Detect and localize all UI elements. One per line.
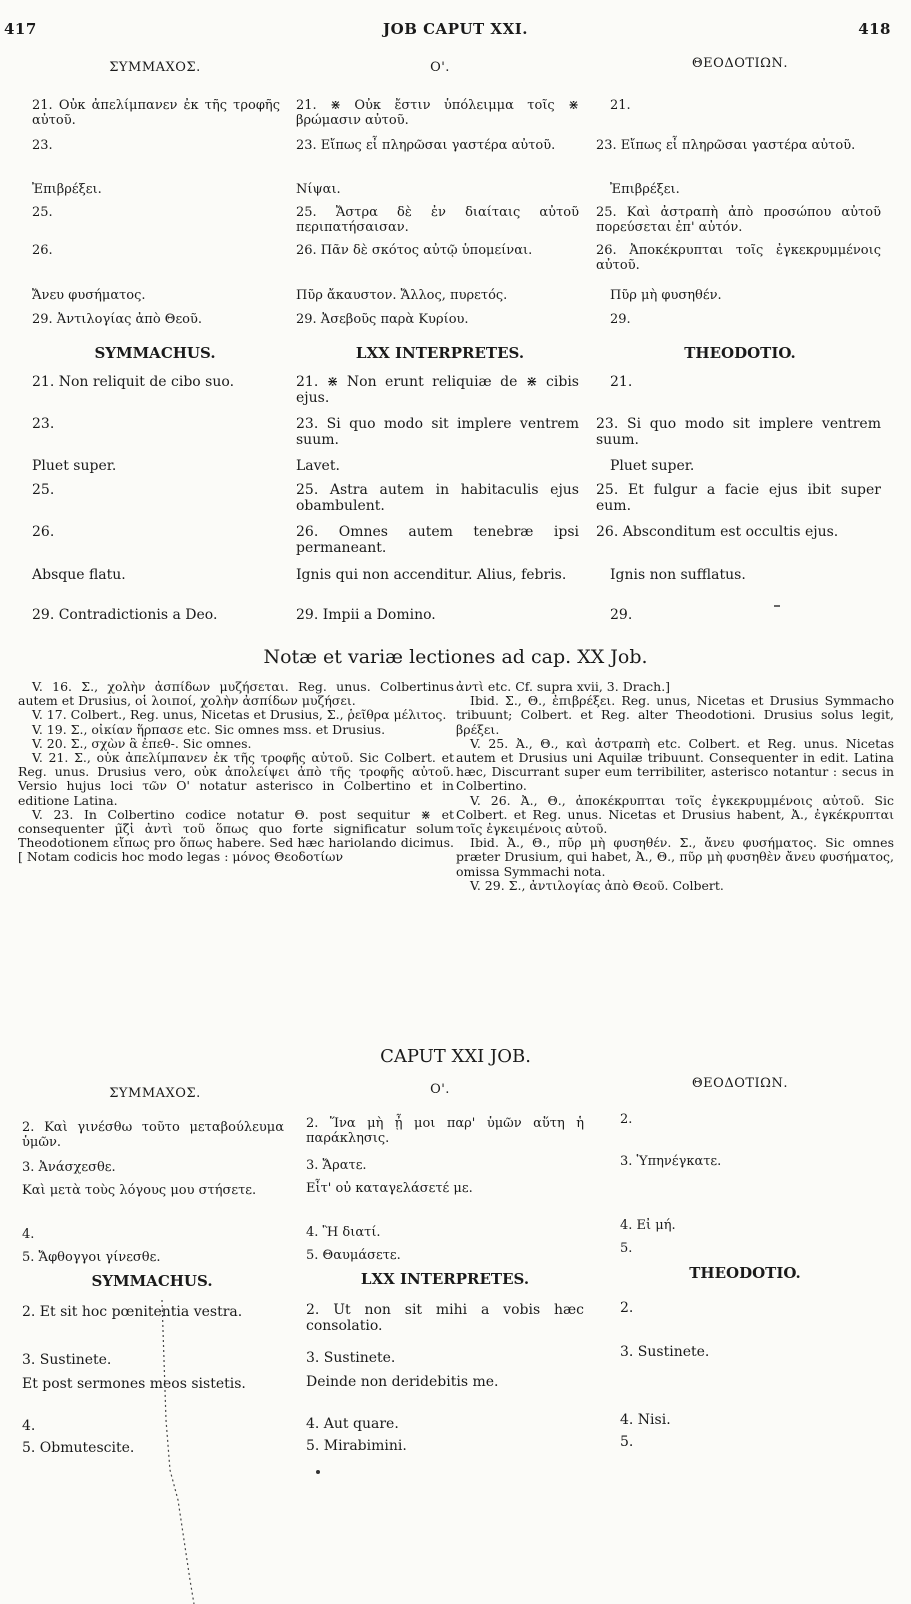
table-cell: Ἐπιβρέξει. bbox=[32, 182, 102, 197]
table-cell: Πῦρ ἄκαυστον. Ἄλλος, πυρετός. bbox=[296, 288, 508, 303]
table-cell: 23. Εἴπως εἶ πληρῶσαι γαστέρα αὐτοῦ. bbox=[596, 138, 856, 153]
page-number-right: 418 bbox=[858, 20, 891, 38]
table-cell: 5. Ἄφθογγοι γίνεσθε. bbox=[22, 1250, 161, 1265]
table-cell: 5. bbox=[620, 1241, 633, 1256]
table-cell: 3. Ἄρατε. bbox=[306, 1158, 367, 1173]
table-cell: 2. Καὶ γινέσθω τοῦτο μεταβούλευμα ὑμῶν. bbox=[22, 1120, 284, 1150]
table-cell: 29. Ἀσεβοῦς παρὰ Κυρίου. bbox=[296, 312, 469, 327]
notes-left-column bbox=[18, 680, 454, 865]
table-cell: 23. Εἴπως εἶ πληρῶσαι γαστέρα αὐτοῦ. bbox=[296, 138, 556, 153]
note-paragraph: V. 23. In Colbertino codice notatur Θ. post sequitur ⋇ et consequenter μ̃ζ̃ἰ ἀντὶ τοῦ ὅπως quo forte significatur solum Theodotionem εἴπως pro ὅπως habere. Sed hæc hariolando dicimus. [ Notam codicis hoc modo legas : μόνος Θεοδοτίων bbox=[18, 806, 454, 865]
table-cell: 26. Ἀποκέκρυπται τοῖς ἐγκεκρυμμένοις αὐτοῦ. bbox=[596, 243, 881, 273]
table-cell: Ignis qui non accenditur. Alius, febris. bbox=[296, 567, 567, 583]
column-head-symmachus-latin: SYMMACHUS. bbox=[94, 344, 216, 362]
table-cell: 29. Ἀντιλογίας ἀπὸ Θεοῦ. bbox=[32, 312, 203, 327]
table-cell: 5. Θαυμάσετε. bbox=[306, 1248, 401, 1263]
note-paragraph: V. 17. Colbert., Reg. unus, Nicetas et Drusius, Σ., ῥεῖθρα μέλιτος. bbox=[32, 707, 447, 723]
notes-title: Notæ et variæ lectiones ad cap. XX Job. bbox=[263, 646, 648, 668]
table-cell: 25. Ἄστρα δὲ ἐν διαίταις αὐτοῦ περιπατήσαισαν. bbox=[296, 205, 579, 235]
table-cell: 4. bbox=[22, 1418, 36, 1434]
table-cell: Pluet super. bbox=[32, 458, 117, 474]
table-cell: 4. Ἢ διατί. bbox=[306, 1225, 381, 1240]
table-cell: Νίψαι. bbox=[296, 182, 341, 197]
table-cell: Absque flatu. bbox=[32, 567, 126, 583]
column-head-lxx-greek: Ο'. bbox=[430, 1082, 450, 1097]
table-cell: 4. Aut quare. bbox=[306, 1416, 399, 1432]
note-paragraph: V. 25. Ἀ., Θ., καὶ ἀστραπὴ etc. Colbert. et Reg. unus. Nicetas autem et Drusius uni Aquilæ tribuunt. Consequenter in edit. Latina hæc, Discurrant super eum terribiliter, asterisco notantur : secus in Colbertino. bbox=[456, 735, 894, 794]
table-cell: Ignis non sufflatus. bbox=[610, 567, 746, 583]
table-cell: Εἶτ' οὐ καταγελάσετέ με. bbox=[306, 1181, 473, 1196]
table-cell: Deinde non deridebitis me. bbox=[306, 1374, 499, 1390]
table-cell: 23. Si quo modo sit implere ventrem suum. bbox=[296, 416, 579, 448]
table-cell: Πῦρ μὴ φυσηθέν. bbox=[610, 288, 722, 303]
scan-artifact-line bbox=[150, 1300, 210, 1604]
note-paragraph: V. 26. Ἀ., Θ., ἀποκέκρυπται τοῖς ἐγκεκρυμμένοις αὐτοῦ. Sic Colbert. et Reg. unus. Nicetas et Drusius habent, Ἀ., ἐγκέκρυπται τοῖς ἐγκειμένοις αὐτοῦ. bbox=[456, 792, 894, 837]
table-cell: 21. ⋇ Οὐκ ἔστιν ὑπόλειμμα τοῖς ⋇ βρώμασιν αὐτοῦ. bbox=[296, 98, 579, 128]
section-title: CAPUT XXI JOB. bbox=[380, 1046, 531, 1067]
table-cell: 26. Omnes autem tenebræ ipsi permaneant. bbox=[296, 524, 579, 556]
note-paragraph: Ibid. Ἀ., Θ., πῦρ μὴ φυσηθέν. Σ., ἄνευ φυσήματος. Sic omnes præter Drusium, qui habet, Ἀ., Θ., πῦρ μὴ φυσηθὲν ἄνευ φυσήματος, omissa Symmachi nota. bbox=[456, 835, 894, 879]
table-cell: 21. ⋇ Non erunt reliquiæ de ⋇ cibis ejus. bbox=[296, 374, 579, 406]
notes-right-column bbox=[456, 680, 894, 893]
table-cell: 2. bbox=[620, 1300, 634, 1316]
table-cell: 3. Ἀνάσχεσθε. bbox=[22, 1160, 116, 1175]
table-cell: 21. bbox=[610, 374, 633, 390]
table-cell: Pluet super. bbox=[610, 458, 695, 474]
table-cell: 3. Sustinete. bbox=[620, 1344, 710, 1360]
note-paragraph: V. 21. Σ., οὐκ ἀπελίμπανεν ἐκ τῆς τροφῆς αὐτοῦ. Sic Colbert. et Reg. unus. Drusius vero, οὐκ ἀπολείψει ἀπὸ τῆς τροφῆς αὐτοῦ. Versio hujus loci τῶν Ο' notatur asterisco in Colbertino et in editione Latina. bbox=[18, 750, 454, 808]
table-cell: 4. bbox=[22, 1227, 35, 1242]
table-cell: 5. Mirabimini. bbox=[306, 1438, 407, 1454]
table-cell: Ἐπιβρέξει. bbox=[610, 182, 680, 197]
column-head-lxx-greek: Ο'. bbox=[430, 60, 450, 75]
column-head-symmachus-greek: ΣΥΜΜΑΧΟΣ. bbox=[109, 1086, 201, 1101]
table-cell: Lavet. bbox=[296, 458, 340, 474]
table-cell: 5. Obmutescite. bbox=[22, 1440, 135, 1456]
table-cell: 26. bbox=[32, 243, 53, 258]
column-head-theodotio-latin: THEODOTIO. bbox=[689, 1264, 801, 1282]
table-cell: 25. Astra autem in habitaculis ejus obambulent. bbox=[296, 482, 579, 514]
table-cell: 4. Nisi. bbox=[620, 1412, 671, 1428]
table-cell: 26. Absconditum est occultis ejus. bbox=[596, 524, 839, 540]
table-cell: 25. Et fulgur a facie ejus ibit super eum. bbox=[596, 482, 881, 514]
table-cell: 3. Sustinete. bbox=[22, 1352, 112, 1368]
column-head-theodotio-latin: THEODOTIO. bbox=[684, 344, 796, 362]
table-cell: 25. Καὶ ἀστραπὴ ἀπὸ προσώπου αὐτοῦ πορεύσεται ἐπ' αὐτόν. bbox=[596, 205, 881, 235]
table-cell: 23. bbox=[32, 416, 55, 432]
table-cell: 25. bbox=[32, 482, 55, 498]
running-title: JOB CAPUT XXI. bbox=[383, 20, 528, 38]
table-cell: 2. Ἵνα μὴ ᾖ μοι παρ' ὑμῶν αὕτη ἡ παράκλησις. bbox=[306, 1116, 584, 1146]
table-cell: 21. bbox=[610, 98, 631, 113]
table-cell: 23. Si quo modo sit implere ventrem suum. bbox=[596, 416, 881, 448]
table-cell: 2. bbox=[620, 1112, 633, 1127]
table-cell: 25. bbox=[32, 205, 53, 220]
table-cell: 29. Impii a Domino. bbox=[296, 607, 436, 623]
note-paragraph: V. 20. Σ., σχὼν ἃ ἐπεθ-. Sic omnes. bbox=[32, 735, 252, 751]
column-head-lxx-latin: LXX INTERPRETES. bbox=[355, 344, 525, 362]
table-cell: 29. Contradictionis a Deo. bbox=[32, 607, 218, 623]
note-paragraph: Ibid. Σ., Θ., ἐπιβρέξει. Reg. unus, Nicetas et Drusius Symmacho tribuunt; Colbert. et Reg. alter Theodotioni. Drusius solus legit, βρέξει. bbox=[456, 693, 894, 737]
note-paragraph: V. 29. Σ., ἀντιλογίας ἀπὸ Θεοῦ. Colbert. bbox=[470, 877, 724, 893]
column-head-theodotion-greek: ΘΕΟΔΟΤΙΩΝ. bbox=[692, 1076, 788, 1091]
note-paragraph: V. 19. Σ., οἰκίαν ἥρπασε etc. Sic omnes mss. et Drusius. bbox=[32, 721, 386, 737]
note-paragraph: V. 16. Σ., χολὴν ἀσπίδων μυζήσεται. Reg. unus. Colbertinus autem et Drusius, οἱ λοιποί, χολὴν ἀσπίδων μυζήσει. bbox=[18, 679, 454, 709]
column-head-theodotion-greek: ΘΕΟΔΟΤΙΩΝ. bbox=[692, 56, 788, 71]
scan-speck bbox=[774, 605, 780, 607]
table-cell: Et post sermones meos sistetis. bbox=[22, 1376, 246, 1392]
table-cell: 26. bbox=[32, 524, 55, 540]
table-cell: 21. Οὐκ ἀπελίμπανεν ἐκ τῆς τροφῆς αὐτοῦ. bbox=[32, 98, 280, 128]
table-cell: Καὶ μετὰ τοὺς λόγους μου στήσετε. bbox=[22, 1183, 257, 1198]
table-cell: 21. Non reliquit de cibo suo. bbox=[32, 374, 235, 390]
column-head-symmachus-greek: ΣΥΜΜΑΧΟΣ. bbox=[109, 60, 201, 75]
table-cell: 2. Ut non sit mihi a vobis hæc consolatio. bbox=[306, 1302, 584, 1334]
note-paragraph: ἀντὶ etc. Cf. supra xvii, 3. Drach.] bbox=[456, 679, 671, 694]
table-cell: 2. Et sit hoc pœnitentia vestra. bbox=[22, 1304, 243, 1320]
table-cell: 26. Πᾶν δὲ σκότος αὐτῷ ὑπομείναι. bbox=[296, 243, 533, 258]
column-head-symmachus-latin: SYMMACHUS. bbox=[91, 1272, 213, 1290]
table-cell: 29. bbox=[610, 312, 631, 327]
table-cell: 29. bbox=[610, 607, 633, 623]
table-cell: 3. Ὑπηνέγκατε. bbox=[620, 1154, 722, 1169]
table-cell: 23. bbox=[32, 138, 53, 153]
page-number-left: 417 bbox=[4, 20, 37, 38]
scan-speck bbox=[316, 1470, 320, 1474]
table-cell: 3. Sustinete. bbox=[306, 1350, 396, 1366]
table-cell: 4. Εἰ μή. bbox=[620, 1218, 676, 1233]
table-cell: Ἄνευ φυσήματος. bbox=[32, 288, 146, 303]
column-head-lxx-latin: LXX INTERPRETES. bbox=[360, 1270, 530, 1288]
table-cell: 5. bbox=[620, 1434, 634, 1450]
